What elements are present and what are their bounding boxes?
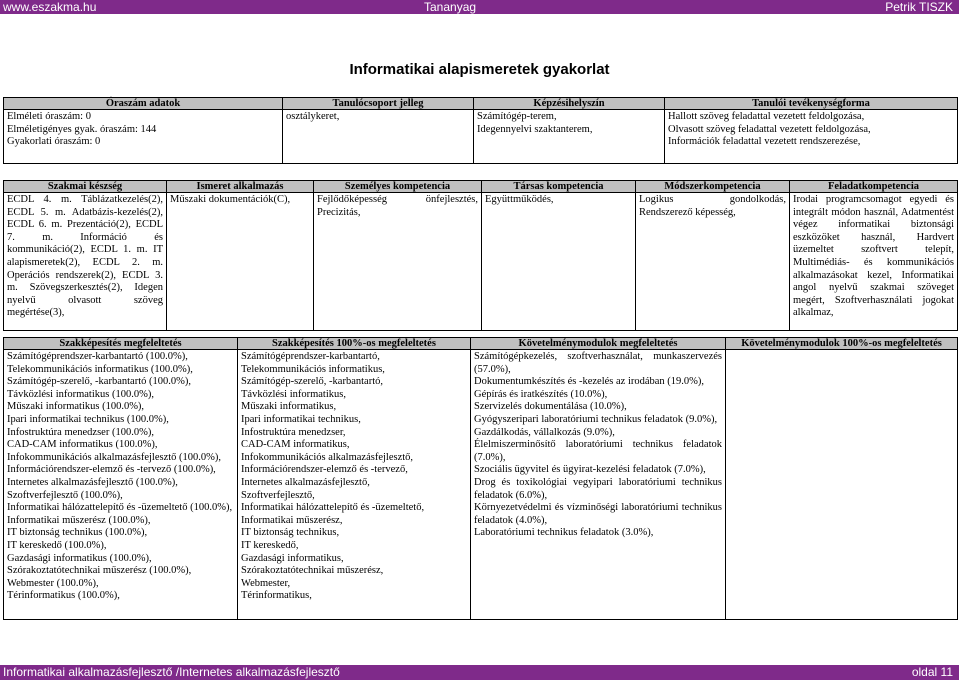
list-item: Informatikai műszerész (100.0%), (7, 514, 151, 526)
list-item: Infokommunikációs alkalmazásfejlesztő, (241, 451, 414, 463)
list-item: Telekommunikációs informatikus, (241, 363, 385, 375)
list-item: Számítógép-szerelő, -karbantartó (100.0%), (7, 376, 191, 388)
table2-header: Társas kompetencia (482, 181, 636, 193)
author-label: Petrik TISZK (885, 0, 953, 14)
list-item: Gazdasági informatikus, (241, 552, 344, 564)
list-item: IT kereskedő (100.0%), (7, 539, 107, 551)
list-item: Műszaki informatikus, (241, 401, 337, 413)
list-item: Webmester (100.0%), (7, 577, 99, 589)
table1-header: Tanulói tevékenységforma (665, 98, 958, 110)
list-item: IT biztonság technikus (100.0%), (7, 527, 148, 539)
qualification-full-list-cell (238, 350, 471, 620)
list-item: Számítógép-szerelő, -karbantartó, (241, 376, 383, 388)
list-item: Térinformatikus, (241, 590, 312, 602)
table2-header: Szakmai készség (4, 181, 167, 193)
list-item: Ipari informatikai technikus (100.0%), (7, 413, 169, 425)
task-competence-cell: Irodai programcsomagot egyedi és integrált módon használ, Adatmentést végez informatikai biztonsági eszközöket használ, Hardvert üzemeltet szoftvert telepít, Multimédiás- és kommunikációs alkalmazásokat kezel, Informatikai angol nyelvű szakmai szöveget megért, Szoftverhasználati jogokat alkalmaz, (790, 193, 958, 331)
list-item: Szoftverfejlesztő (100.0%), (7, 489, 123, 501)
list-item: Gazdálkodás, vállalkozás (9.0%), (474, 426, 615, 438)
table2-header: Személyes kompetencia (314, 181, 482, 193)
page-number: oldal 11 (911, 665, 953, 679)
footer-title: Informatikai alkalmazásfejlesztő /Internetes alkalmazásfejlesztő (3, 665, 340, 679)
module-full-list-cell (726, 350, 958, 620)
list-item: Számítógépkezelés, szoftverhasználat, munkaszervezés (57.0%), (474, 351, 722, 375)
knowledge-cell: Műszaki dokumentációk(C), (167, 193, 314, 331)
list-item: Szociális ügyvitel és ügyirat-kezelési feladatok (7.0%), (474, 464, 706, 476)
list-item: Internetes alkalmazásfejlesztő (100.0%), (7, 476, 178, 488)
table3-header: Követelménymodulok 100%-os megfeleltetés (726, 338, 958, 350)
hours-cell: Elméleti óraszám: 0 Elméletigényes gyak. óraszám: 144 Gyakorlati óraszám: 0 (4, 110, 283, 164)
header-bar (0, 0, 959, 14)
table2-header: Módszerkompetencia (636, 181, 790, 193)
list-item: Számítógéprendszer-karbantartó (100.0%), (7, 351, 188, 362)
list-item: Gépírás és iratkészítés (10.0%), (474, 388, 608, 400)
list-item: CAD-CAM informatikus, (241, 439, 350, 451)
table3-header: Követelménymodulok megfeleltetés (471, 338, 726, 350)
list-item: Ipari informatikai technikus, (241, 413, 361, 425)
list-item: Informatikai műszerész, (241, 514, 343, 526)
list-item: Telekommunikációs informatikus (100.0%), (7, 363, 193, 375)
page-title: Informatikai alapismeretek gyakorlat (349, 61, 610, 78)
list-item: Dokumentumkészítés és -kezelés az irodában (19.0%), (474, 376, 705, 388)
module-list-cell (471, 350, 726, 620)
list-item: Szórakoztatótechnikai műszerész (100.0%), (7, 565, 192, 577)
list-item: Élelmiszerminősítő laboratóriumi technikus feladatok (7.0%), (474, 439, 722, 463)
list-item: IT biztonság technikus, (241, 527, 340, 539)
footer-bar (0, 665, 959, 680)
qualification-list-cell (4, 350, 238, 620)
social-competence-cell: Együttműködés, (482, 193, 636, 331)
table2-header: Feladatkompetencia (790, 181, 958, 193)
list-item: CAD-CAM informatikus (100.0%), (7, 439, 158, 451)
list-item: Távközlési informatikus, (241, 388, 346, 400)
list-item: Webmester, (241, 577, 291, 589)
list-item: Számítógéprendszer-karbantartó, (241, 351, 380, 362)
competence-table (3, 180, 958, 331)
list-item: Távközlési informatikus (100.0%), (7, 388, 154, 400)
list-item: Információrendszer-elemző és -tervező, (241, 464, 408, 476)
section-label: Tananyag (424, 0, 477, 14)
list-item: Gyógyszeripari laboratóriumi technikus feladatok (9.0%), (474, 413, 718, 425)
list-item: Információrendszer-elemző és -tervező (100.0%), (7, 464, 216, 476)
method-competence-cell: Logikus gondolkodás, Rendszerező képesség, (636, 193, 790, 331)
table1-header: Tanulócsoport jelleg (283, 98, 474, 110)
table3-header: Szakképesítés megfeleltetés (4, 338, 238, 350)
site-link[interactable]: www.eszakma.hu (3, 0, 97, 14)
list-item: Internetes alkalmazásfejlesztő, (241, 476, 370, 488)
table1-header: Óraszám adatok (4, 98, 283, 110)
list-item: Drog és toxikológiai vegyipari laboratóriumi technikus feladatok (6.0%), (474, 476, 722, 501)
qualification-table (3, 337, 958, 620)
list-item: Infokommunikációs alkalmazásfejlesztő (100.0%), (7, 451, 222, 463)
list-item: Szervizelés dokumentálása (10.0%), (474, 401, 627, 413)
location-cell: Számítógép-terem, Idegennyelvi szaktanterem, (474, 110, 665, 164)
table1-header: Képzésihelyszín (474, 98, 665, 110)
table2-header: Ismeret alkalmazás (167, 181, 314, 193)
hours-table (3, 97, 958, 164)
personal-competence-cell: Fejlődőképesség önfejlesztés, Precizitás, (314, 193, 482, 331)
list-item: IT kereskedő, (241, 539, 299, 551)
list-item: Szórakoztatótechnikai műszerész, (241, 565, 384, 577)
list-item: Infostruktúra menedzser, (241, 426, 346, 438)
list-item: Szoftverfejlesztő, (241, 489, 315, 501)
list-item: Gazdasági informatikus (100.0%), (7, 552, 152, 564)
list-item: Informatikai hálózattelepítő és -üzemeltető (100.0%), (7, 502, 233, 514)
list-item: Műszaki informatikus (100.0%), (7, 401, 145, 413)
list-item: Környezetvédelmi és vízminőségi laboratóriumi technikus feladatok (4.0%), (474, 502, 722, 526)
list-item: Térinformatikus (100.0%), (7, 590, 120, 602)
list-item: Informatikai hálózattelepítő és -üzemeltető, (241, 502, 425, 514)
list-item: Infostruktúra menedzser (100.0%), (7, 426, 154, 438)
list-item: Laboratóriumi technikus feladatok (3.0%), (474, 527, 654, 539)
table3-header: Szakképesítés 100%-os megfeleltetés (238, 338, 471, 350)
activity-cell: Hallott szöveg feladattal vezetett feldolgozása, Olvasott szöveg feladattal vezetett feldolgozása, Információk feladattal vezetett rendszerezése, (665, 110, 958, 164)
group-type-cell: osztálykeret, (283, 110, 474, 164)
professional-skill-cell: ECDL 4. m. Táblázatkezelés(2), ECDL 5. m. Adatbázis-kezelés(2), ECDL 6. m. Prezentáció(2), ECDL 7. m. Információ és kommunikáció(2), ECDL 1. m. IT alapismeretek(2), ECDL 2. m. Operációs rendszerek(2), ECDL 3. m. Szövegszerkesztés(2), Idegen nyelvű olvasott szöveg megértése(3), (4, 193, 167, 331)
